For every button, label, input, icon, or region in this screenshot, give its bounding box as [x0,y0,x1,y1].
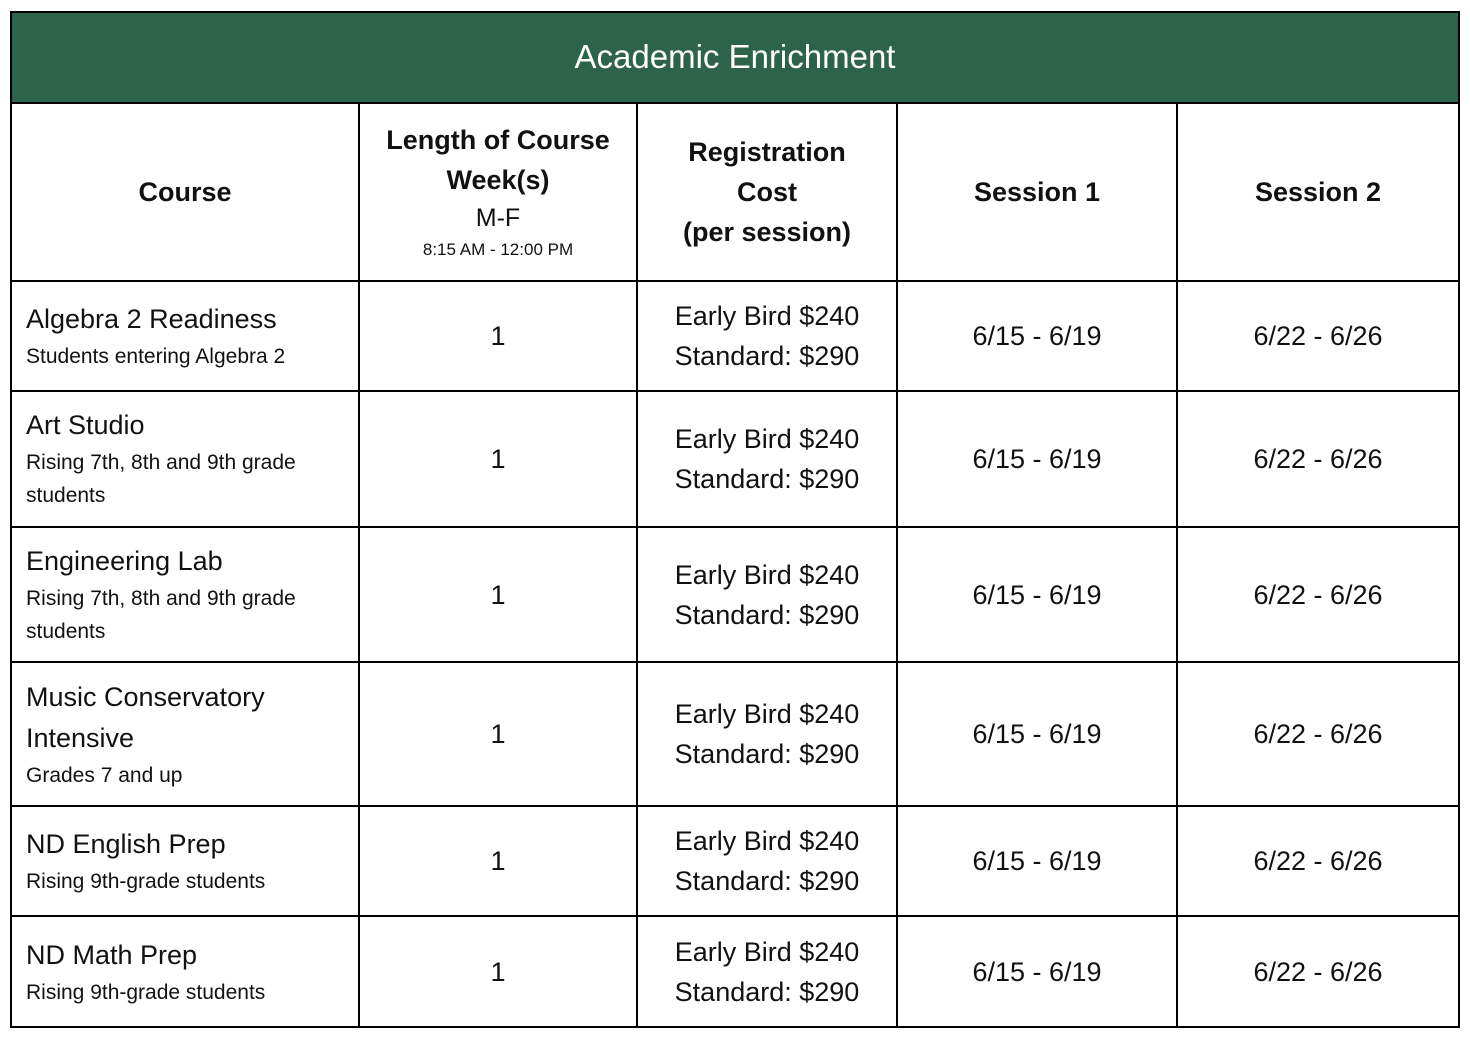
header-length-line1: Length of Course [386,124,610,155]
cost-early-bird: Early Bird $240 [674,826,860,857]
session2-dates: 6/22 - 6/26 [1177,662,1459,806]
cost-standard: Standard: $290 [674,599,860,630]
header-session2-label: Session 2 [1254,176,1382,207]
cost-cell [637,527,897,663]
course-name: Algebra 2 Readiness [26,303,277,334]
academic-enrichment-table [10,11,1460,1028]
table-row [11,806,1459,916]
cost-standard: Standard: $290 [674,866,860,897]
cost-standard: Standard: $290 [674,463,860,494]
table-row [11,527,1459,663]
cost-standard: Standard: $290 [674,340,860,371]
session2-dates: 6/22 - 6/26 [1177,281,1459,391]
title-row [11,12,1459,103]
weeks-cell: 1 [359,662,637,806]
header-length [359,103,637,281]
course-cell [11,391,359,527]
course-cell [11,806,359,916]
cost-cell [637,916,897,1027]
table-title: Academic Enrichment [11,12,1459,103]
session2-dates: 6/22 - 6/26 [1177,527,1459,663]
cost-standard: Standard: $290 [674,976,860,1007]
header-cost [637,103,897,281]
course-audience: Grades 7 and up [26,763,183,787]
session1-dates: 6/15 - 6/19 [897,527,1177,663]
header-length-time: 8:15 AM - 12:00 PM [422,239,574,259]
session2-dates: 6/22 - 6/26 [1177,391,1459,527]
cost-early-bird: Early Bird $240 [674,936,860,967]
header-cost-line1: Registration [688,136,846,167]
course-cell [11,527,359,663]
course-name: ND Math Prep [26,939,198,970]
course-audience: Rising 9th-grade students [26,870,266,894]
cost-cell [637,281,897,391]
session1-dates: 6/15 - 6/19 [897,281,1177,391]
header-session1 [897,103,1177,281]
course-audience: Rising 9th-grade students [26,980,266,1004]
course-name: Music Conservatory Intensive [26,681,265,753]
course-cell [11,281,359,391]
cost-early-bird: Early Bird $240 [674,699,860,730]
cost-cell [637,391,897,527]
cost-cell [637,806,897,916]
weeks-cell: 1 [359,916,637,1027]
header-session1-label: Session 1 [973,176,1101,207]
table-row [11,391,1459,527]
cost-early-bird: Early Bird $240 [674,300,860,331]
header-length-line2: Week(s) [446,164,550,195]
course-name: Engineering Lab [26,546,223,576]
course-name: Art Studio [26,410,145,441]
course-audience: Rising 7th, 8th and 9th grade students [26,587,296,643]
header-cost-line3: (per session) [682,216,852,247]
header-row [11,103,1459,281]
session2-dates: 6/22 - 6/26 [1177,916,1459,1027]
header-cost-line2: Cost [737,176,797,207]
course-cell [11,916,359,1027]
weeks-cell: 1 [359,527,637,663]
cost-early-bird: Early Bird $240 [674,423,860,454]
weeks-cell: 1 [359,281,637,391]
header-session2 [1177,103,1459,281]
cost-early-bird: Early Bird $240 [674,559,860,590]
cost-cell [637,662,897,806]
course-audience: Students entering Algebra 2 [26,344,286,368]
table-row [11,916,1459,1027]
session1-dates: 6/15 - 6/19 [897,806,1177,916]
session1-dates: 6/15 - 6/19 [897,391,1177,527]
weeks-cell: 1 [359,806,637,916]
table-row [11,662,1459,806]
session1-dates: 6/15 - 6/19 [897,916,1177,1027]
session1-dates: 6/15 - 6/19 [897,662,1177,806]
table-row [11,281,1459,391]
course-cell [11,662,359,806]
course-audience: Rising 7th, 8th and 9th grade students [26,451,296,508]
cost-standard: Standard: $290 [674,739,860,770]
course-name: ND English Prep [26,829,226,860]
weeks-cell: 1 [359,391,637,527]
header-course [11,103,359,281]
session2-dates: 6/22 - 6/26 [1177,806,1459,916]
header-course-label: Course [138,176,232,207]
header-length-days: M-F [475,203,521,232]
